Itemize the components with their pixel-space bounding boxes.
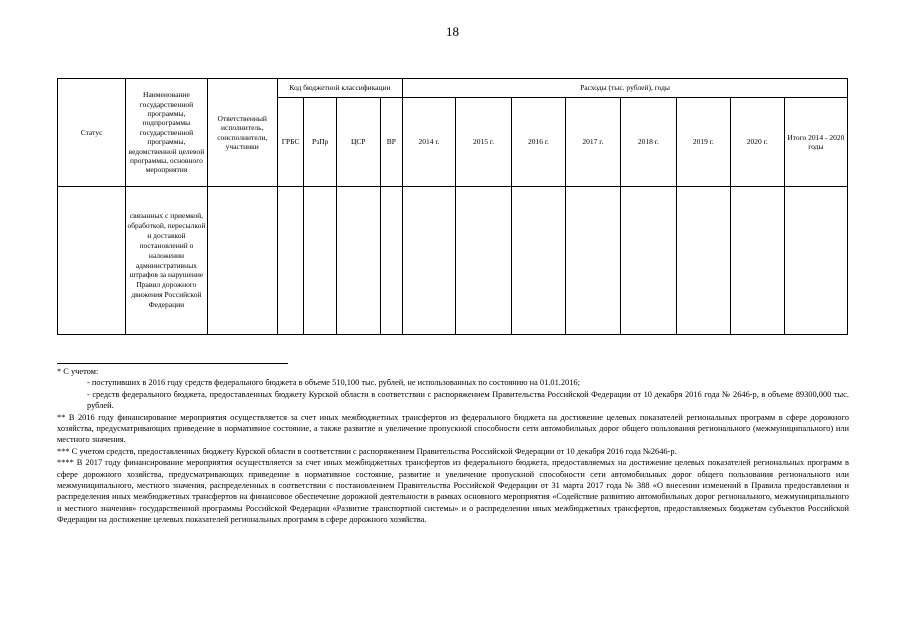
footnote-3: *** С учетом средств, предоставленных бюджету Курской области в соответствии с распоряжением Правительства Российской Федерации от 10 декабря 2016 года №2646-р.	[57, 446, 677, 456]
header-grbs: ГРБС	[277, 98, 303, 187]
footnote-divider	[57, 363, 288, 364]
page-number: 18	[446, 24, 459, 39]
cell-2014	[403, 187, 456, 335]
footnote-4: **** В 2017 году финансирование мероприятия осуществляется за счет иных межбюджетных трансфертов из федерального бюджета, предоставляемых на достижение целевых показателей региональных программ в сфере дорожного хозяйства, предусматривающих приведение в нормативное состояние, развитие и увеличение пропускной способности сети автомобильных дорог общего пользования регионального или межмуниципального, местного значения, распределенных в соответствии с постановлением Правительства Российской Федерации от 31 марта 2017 года № 388 «О внесении изменений в Правила предоставления и распределения иных межбюджетных трансфертов на финансовое обеспечение дорожной деятельности в рамках основного мероприятия «Содействие развитию автомобильных дорог регионального, межмуниципального и местного значения» государственной программы Российской Федерации «Развитие транспортной системы» и о распределении иных межбюджетных трансфертов, предоставляемых бюджетам субъектов Российской Федерации на достижение целевых показателей региональных программ в сфере дорожного хозяйства.	[57, 458, 849, 525]
header-year-2015: 2015 г.	[455, 98, 511, 187]
header-year-2014: 2014 г.	[403, 98, 456, 187]
footnote-1-item-1: - поступивших в 2016 году средств федерального бюджета в объеме 510,100 тыс. рублей, не использованных по состоянию на 01.01.2016;	[87, 378, 580, 388]
header-row-1	[58, 79, 848, 98]
cell-2017	[565, 187, 620, 335]
header-budget-code: Код бюджетной классификации	[277, 79, 402, 98]
header-status: Статус	[58, 79, 126, 187]
header-total: Итого 2014 - 2020 годы	[784, 98, 847, 187]
footnote-1-title: * С учетом:	[57, 367, 99, 376]
header-year-2019: 2019 г.	[676, 98, 730, 187]
cell-rzpr	[304, 187, 337, 335]
footnote-2: ** В 2016 году финансирование мероприятия осуществляется за счет иных межбюджетных трансфертов из федерального бюджета на достижение целевых показателей региональных программ в сфере дорожного хозяйства, предусматривающих приведение в нормативное состояние, а также развитие и увеличение пропускной способности сети автомобильных дорог общего пользования регионального (межмуниципального) или местного значения.	[57, 412, 849, 445]
header-expenses: Расходы (тыс. рублей), годы	[403, 79, 848, 98]
cell-2020	[730, 187, 784, 335]
cell-vr	[380, 187, 402, 335]
cell-2016	[511, 187, 565, 335]
cell-name: связанных с приемкой, обработкой, пересылкой и доставкой постановлений о наложении административных штрафов за нарушение Правил дорожного движения Российской Федерации	[126, 187, 207, 335]
header-year-2020: 2020 г.	[730, 98, 784, 187]
cell-status	[58, 187, 126, 335]
cell-csr	[336, 187, 380, 335]
cell-responsible	[207, 187, 277, 335]
cell-grbs	[277, 187, 303, 335]
header-year-2016: 2016 г.	[511, 98, 565, 187]
cell-total	[784, 187, 847, 335]
cell-2019	[676, 187, 730, 335]
table-row	[58, 187, 848, 335]
header-year-2018: 2018 г.	[620, 98, 676, 187]
footnote-1-item-2: - средств федерального бюджета, предоставленных бюджету Курской области в соответствии с распоряжением Правительства Российской Федерации от 10 декабря 2016 года № 2646-р, в объеме 89300,000 тыс. рублей.	[87, 389, 849, 411]
cell-2015	[455, 187, 511, 335]
budget-table	[57, 78, 848, 335]
header-csr: ЦСР	[336, 98, 380, 187]
header-year-2017: 2017 г.	[565, 98, 620, 187]
header-vr: ВР	[380, 98, 402, 187]
header-responsible: Ответственный исполнитель, соисполнители, участники	[207, 79, 277, 187]
header-rzpr: РзПр	[304, 98, 337, 187]
footnotes	[57, 366, 849, 526]
cell-2018	[620, 187, 676, 335]
header-name: Наименование государственной программы, подпрограммы государственной программы, ведомственной целевой программы, основного мероприятия	[126, 79, 207, 187]
